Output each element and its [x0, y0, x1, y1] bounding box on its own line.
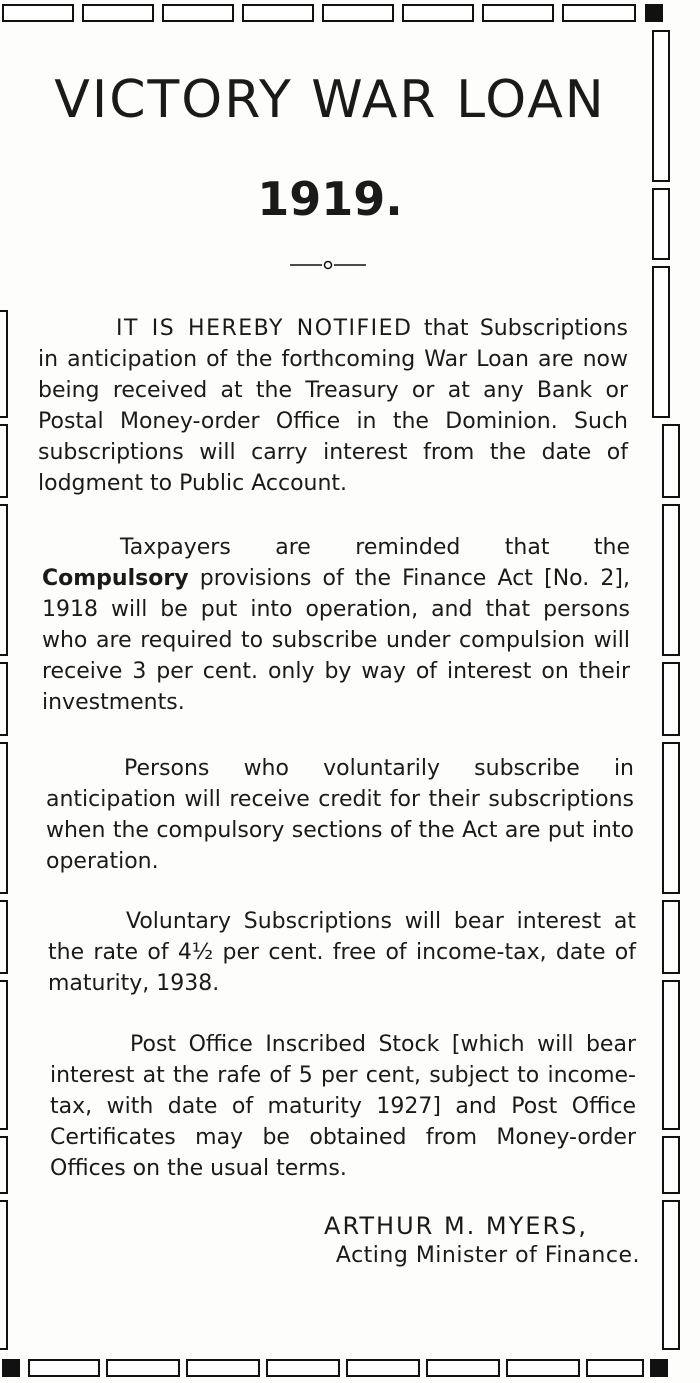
- compulsory-text-before: Taxpayers are reminded that the: [120, 535, 630, 560]
- notification-lead: IT IS HEREBY NOTIFIED: [116, 316, 413, 341]
- ornamental-rule: [288, 255, 368, 275]
- paragraph-notification: [38, 313, 628, 499]
- interest-text-after: per cent. free of income-tax, date of maturity, 1938.: [48, 940, 636, 996]
- paragraph-compulsory: [42, 532, 630, 718]
- paragraph-post-office: [50, 1029, 636, 1184]
- signatory-name: ARTHUR M. MYERS,: [324, 1212, 588, 1240]
- post-office-text: Post Office Inscribed Stock [which will bear interest at the rafe of 5 per cent, subject to income-tax, with date of maturity 1927] and Post Office Certificates may be obtained from Money-order Offices on the usual terms.: [50, 1032, 636, 1181]
- voluntary-credit-text: Persons who voluntarily subscribe in anticipation will receive credit for their subscriptions when the compulsory sections of the Act are put into operation.: [46, 756, 634, 874]
- signatory-title: Acting Minister of Finance.: [335, 1243, 640, 1268]
- interest-text-before: Voluntary Subscriptions will bear interest at the rate of: [48, 909, 636, 965]
- paragraph-voluntary-credit: [46, 753, 634, 877]
- paragraph-interest-rate: [48, 906, 636, 999]
- notice-title: VICTORY WAR LOAN: [54, 70, 606, 130]
- compulsory-emphasis: Compulsory: [42, 566, 189, 591]
- interest-rate: 4½: [177, 940, 214, 965]
- compulsory-text-after: provisions of the Finance Act [No. 2], 1918 will be put into operation, and that persons who are required to subscribe under compulsion will receive 3 per cent. only by way of interest on their investments.: [42, 566, 630, 715]
- notice-year: 1919.: [257, 172, 403, 226]
- notification-body: that Subscriptions in anticipation of the forthcoming War Loan are now being received at the Treasury or at any Bank or Postal Money-order Office in the Dominion. Such subscriptions will carry interest from the date of lodgment to Public Account.: [38, 316, 628, 496]
